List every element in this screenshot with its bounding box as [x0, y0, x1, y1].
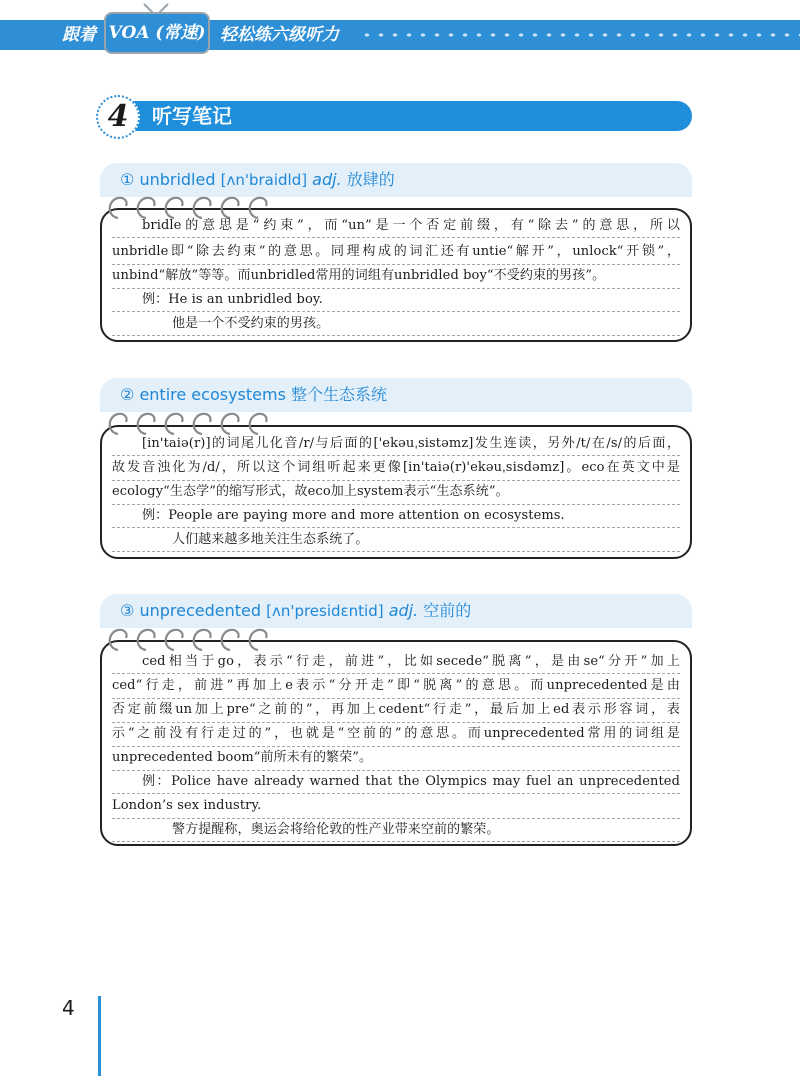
note-line: 示“之前没有行走过的”，也就是“空前的”的意思。而unprecedented常用的词组是	[112, 722, 680, 747]
example-label: 例：	[142, 508, 169, 523]
card-meaning: 整个生态系统	[291, 385, 388, 404]
section-title: 听写笔记	[152, 104, 232, 128]
example-translation: 人们越来越多地关注生态系统了。	[112, 528, 680, 552]
example-line-continued: London’s sex industry.	[112, 794, 680, 819]
card-meaning: 放肆的	[346, 170, 395, 189]
card-index: ③	[120, 601, 135, 620]
card-part-of-speech: adj.	[312, 170, 342, 189]
card-index: ②	[120, 385, 135, 404]
card-meaning: 空前的	[423, 601, 472, 620]
example-label: 例：	[142, 292, 169, 307]
header-book-title: 轻松练六级听力	[220, 25, 339, 45]
note-line: 否定前缀un加上pre“之前的”，再加上cedent“行走”，最后加上ed表示形容词，表	[112, 698, 680, 723]
note-line: [in'taiə(r)]的词尾儿化音/r/与后面的['ekəuˌsistəmz]发生连读，另外/t/在/s/的后面，	[112, 432, 680, 456]
card-word: entire ecosystems	[139, 385, 286, 404]
example-label: 例：	[142, 774, 172, 789]
card-heading-entire-ecosystems	[120, 378, 387, 412]
card-word: unprecedented	[139, 601, 261, 620]
page-number: 4	[62, 996, 75, 1020]
card-part-of-speech: adj.	[388, 601, 419, 620]
section-number: 4	[107, 99, 129, 134]
card-heading-unprecedented	[120, 594, 471, 628]
header-prefix: 跟着	[62, 25, 96, 45]
note-line: unprecedented boom“前所未有的繁荣”。	[112, 746, 680, 771]
note-line: bridle的意思是“约束”，而“un”是一个否定前缀，有“除去”的意思，所以	[112, 214, 680, 238]
example-line	[112, 288, 680, 312]
example-line	[112, 504, 680, 528]
note-line: unbind“解放”等等。而unbridled常用的词组有unbridled boy“不受约束的男孩”。	[112, 264, 680, 289]
example-translation: 他是一个不受约束的男孩。	[112, 312, 680, 336]
tv-icon-frame	[104, 12, 210, 54]
note-line: unbridle即“除去约束”的意思。同理构成的词汇还有untie“解开”，unlock“开锁”，	[112, 240, 680, 265]
note-line: ced“行走，前进”再加上e表示“分开走”即“脱离”的意思。而unprecedented是由	[112, 674, 680, 699]
example-english: Police have already warned that the Olympics may fuel an unprecedented	[171, 774, 680, 789]
header-tv-label: VOA (常速)	[108, 23, 206, 43]
note-line: 故发音浊化为/d/，所以这个词组听起来更像[in'taiə(r)'ekəuˌsisdəmz]。eco在英文中是	[112, 456, 680, 481]
example-line	[112, 770, 680, 794]
example-english: He is an unbridled boy.	[168, 292, 323, 307]
card-phonetic: [ʌn'braidld]	[220, 171, 308, 189]
card-index: ①	[120, 170, 135, 189]
header-dot-pattern	[360, 30, 800, 40]
note-line: ecology“生态学”的缩写形式，故eco加上system表示“生态系统”。	[112, 480, 680, 505]
page-header-banner	[0, 0, 800, 62]
footer-rule	[98, 996, 101, 1076]
card-word: unbridled	[139, 170, 216, 189]
example-english: People are paying more and more attention on ecosystems.	[168, 508, 565, 523]
card-phonetic: [ʌn'presidɛntid]	[266, 602, 384, 620]
note-line: ced相当于go，表示“行走，前进”，比如secede“脱离”，是由se“分开”加上	[112, 650, 680, 674]
example-translation: 警方提醒称，奥运会将给伦敦的性产业带来空前的繁荣。	[112, 818, 680, 842]
